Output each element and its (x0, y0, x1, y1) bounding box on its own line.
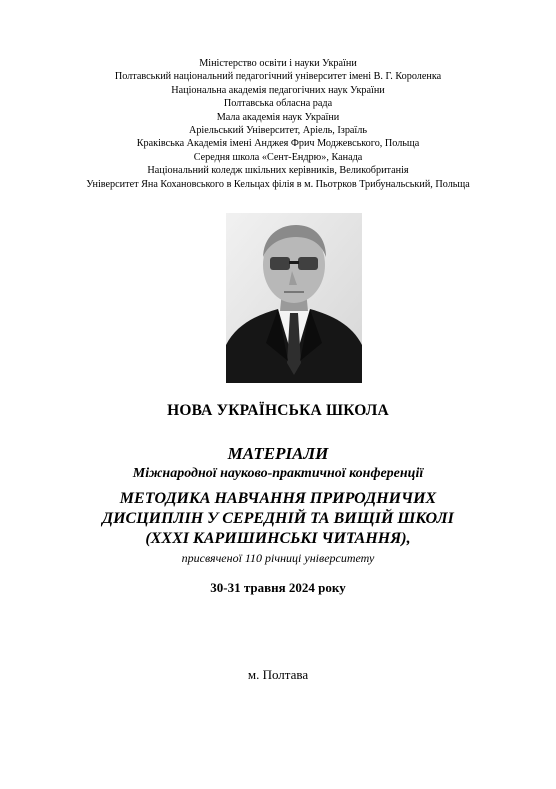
organization-line: Полтавська обласна рада (223, 98, 333, 110)
conference-subtitle: Міжнародної науково-практичної конференції (132, 466, 424, 481)
organization-line: Краківська Академія імені Анджея Фрич Моджевського, Польща (136, 138, 420, 150)
city-name: м. Полтава (247, 667, 309, 682)
organization-line: Аріельський Університет, Аріель, Ізраїль (188, 125, 367, 137)
organization-line: Університет Яна Кохановського в Кельцах філія в м. Пьотрков Трибунальський, Польща (86, 178, 470, 190)
portrait-photo (226, 213, 362, 383)
dedication-text: присвяченої 110 річниці університету (181, 551, 375, 565)
materials-title: МАТЕРІАЛИ (227, 444, 329, 463)
organization-line: Мала академія наук України (216, 111, 340, 123)
portrait-illustration (226, 213, 362, 383)
organizations-list (0, 57, 556, 191)
organization-line: Національна академія педагогічних наук України (171, 84, 385, 96)
method-title (0, 489, 556, 549)
organization-line: Середня школа «Сент-Ендрю», Канада (193, 151, 363, 163)
method-title-line: ДИСЦИПЛІН У СЕРЕДНІЙ ТА ВИЩІЙ ШКОЛІ (102, 510, 454, 527)
school-title: НОВА УКРАЇНСЬКА ШКОЛА (167, 402, 389, 419)
method-title-line: МЕТОДИКА НАВЧАННЯ ПРИРОДНИЧИХ (119, 490, 437, 507)
organization-line: Полтавський національний педагогічний університет імені В. Г. Короленка (114, 71, 442, 83)
conference-date: 30-31 травня 2024 року (210, 580, 346, 595)
organization-line: Національний коледж шкільних керівників, Великобританія (147, 165, 409, 177)
organization-line: Міністерство освіти і науки України (199, 58, 357, 69)
method-title-line: (ХХХІ КАРИШИНСЬКІ ЧИТАННЯ), (145, 530, 411, 547)
